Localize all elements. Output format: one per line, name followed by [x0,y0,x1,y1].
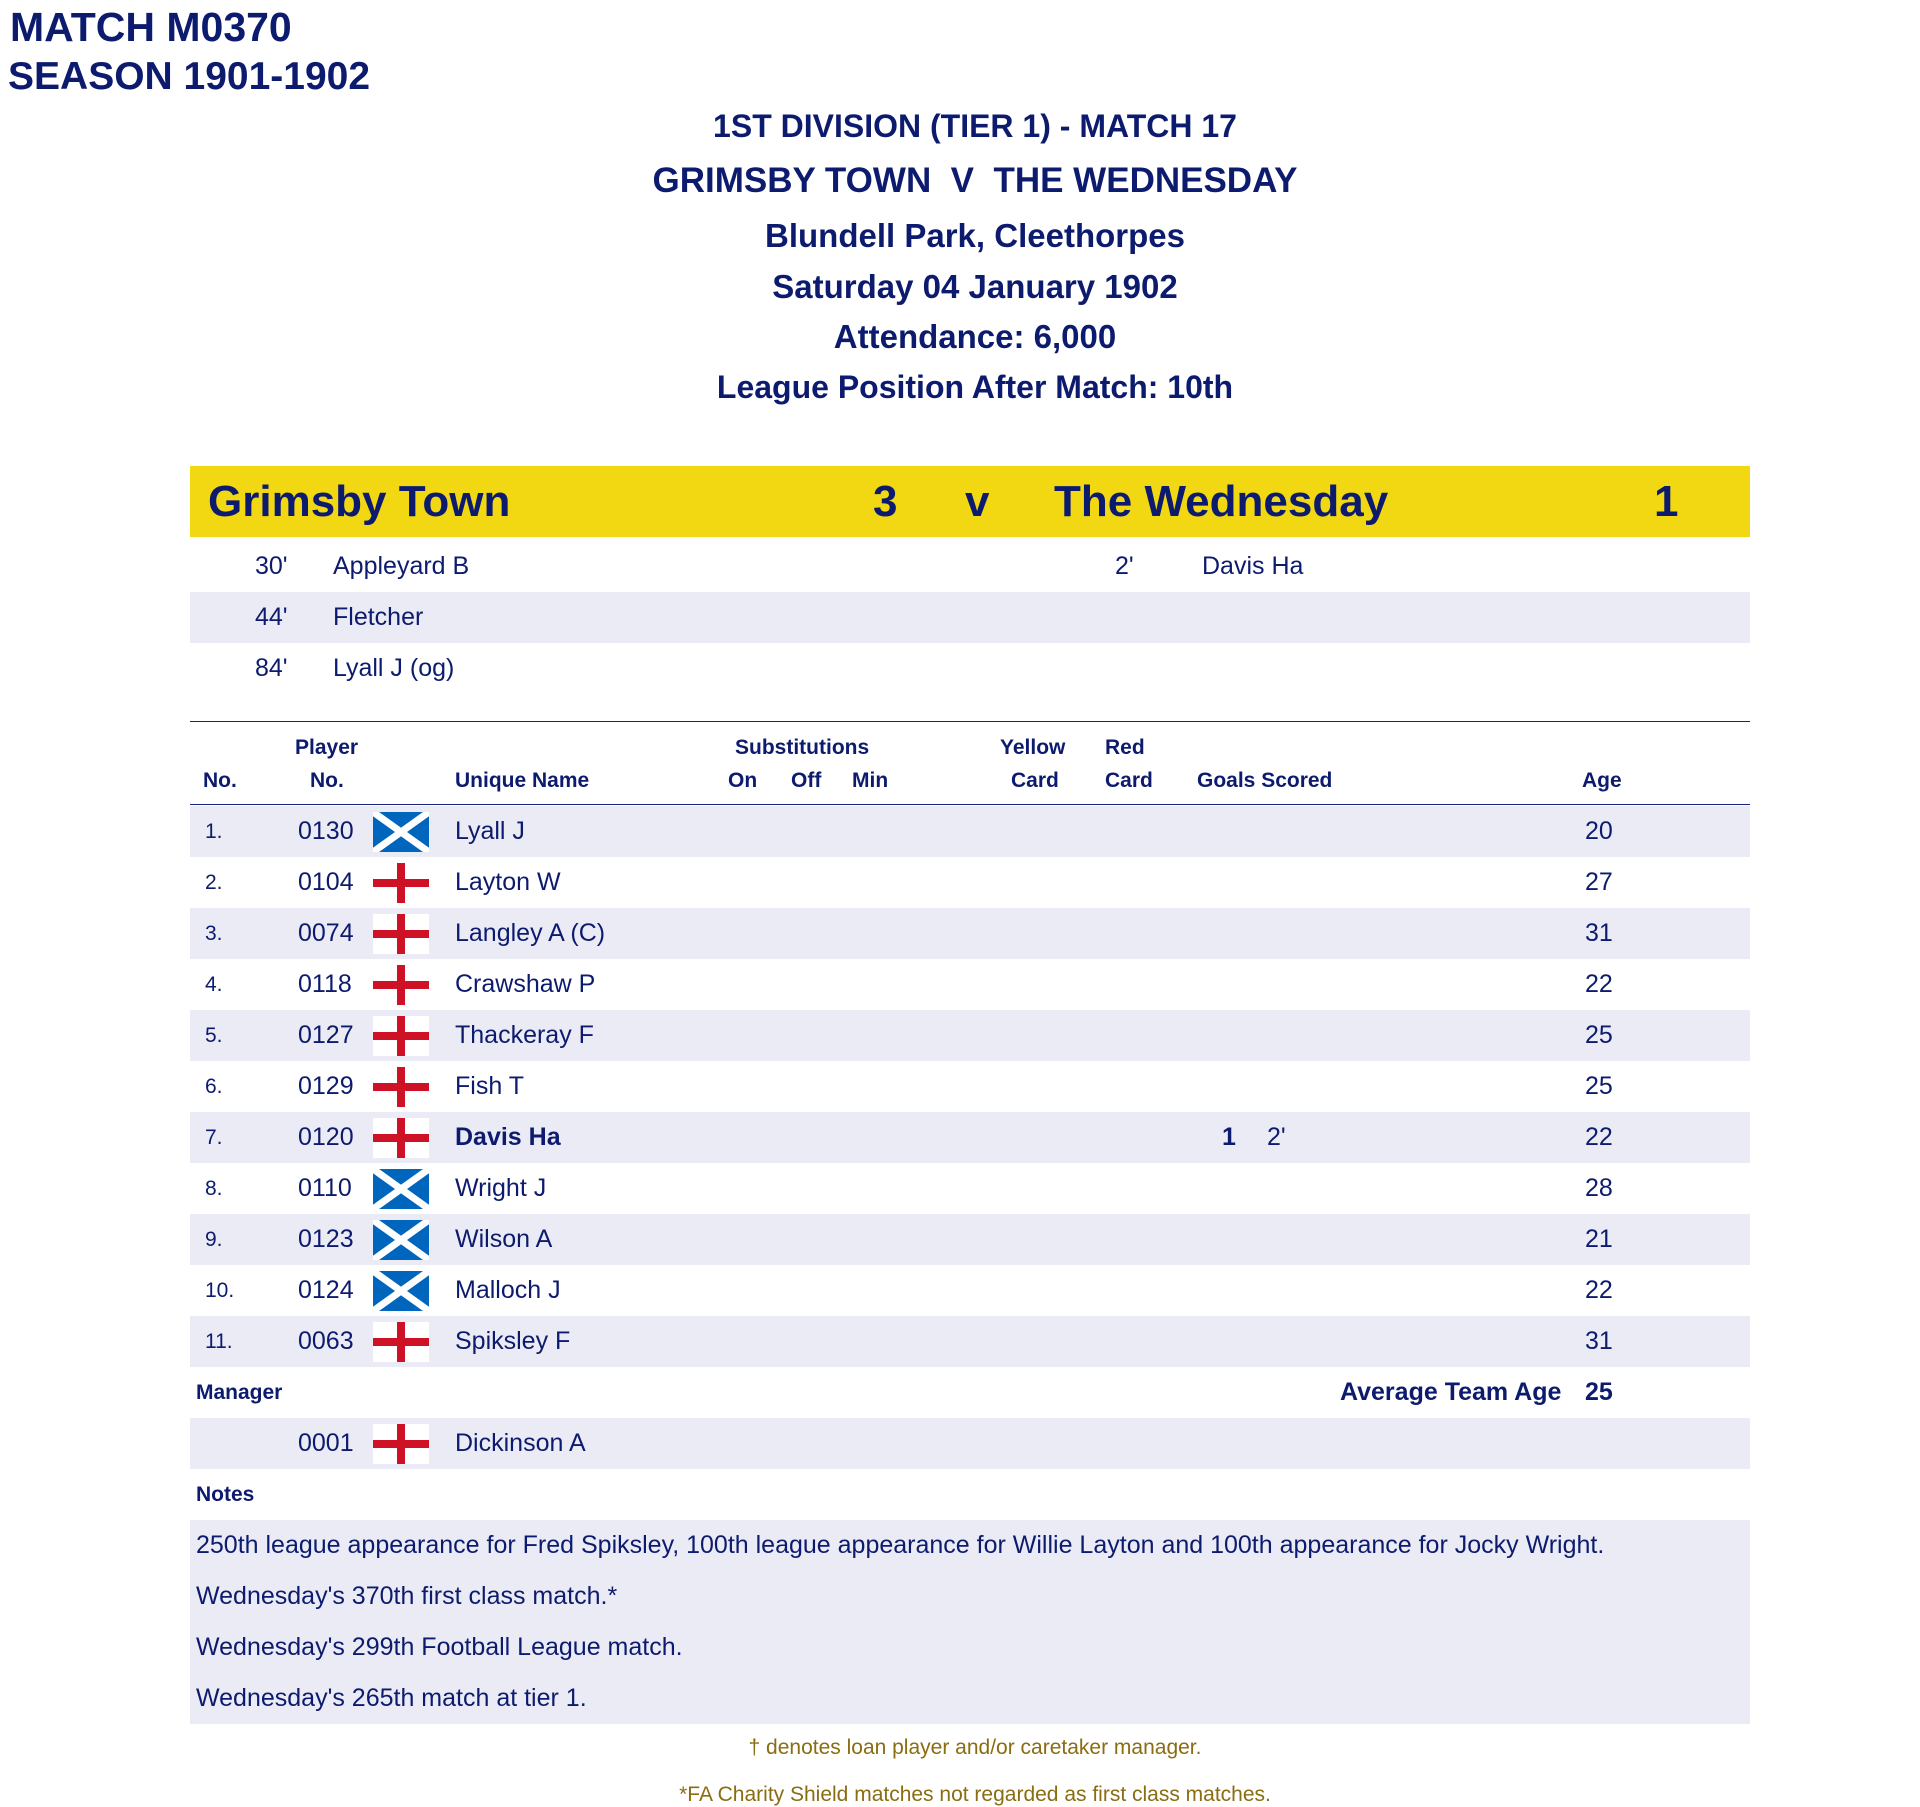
col-yellow-bottom: Card [1011,769,1059,792]
player-age: 25 [1585,1021,1613,1049]
row-number: 2. [205,871,223,894]
row-number: 10. [205,1279,235,1302]
note-item [190,1520,1750,1571]
player-row [190,1316,1750,1367]
row-number: 8. [205,1177,223,1200]
player-number: 0074 [298,919,354,947]
col-yellow-top: Yellow [1000,736,1066,759]
venue: Blundell Park, Cleethorpes [765,217,1185,254]
col-unique-name: Unique Name [455,769,590,792]
col-on: On [728,769,758,792]
player-number: 0129 [298,1072,354,1100]
home-goal-scorer: Lyall J (og) [333,654,455,682]
away-score: 1 [1654,477,1679,526]
note-item [190,1622,1750,1673]
player-number: 0063 [298,1327,354,1355]
note-text: 250th league appearance for Fred Spiksley, 100th league appearance for Willie Layton and 100th appearance for Jocky Wright. [196,1531,1605,1559]
player-age: 31 [1585,919,1613,947]
england-flag-icon [373,1067,429,1107]
player-name: Spiksley F [455,1327,571,1355]
player-name: Thackeray F [455,1021,594,1049]
home-goal-minute: 44' [255,603,288,631]
home-team: Grimsby Town [208,477,511,526]
player-row [190,857,1750,908]
player-age: 27 [1585,868,1613,896]
player-row [190,908,1750,959]
col-red-top: Red [1105,736,1145,759]
competition: 1ST DIVISION (TIER 1) - MATCH 17 [713,108,1237,144]
season: SEASON 1901-1902 [8,55,371,98]
note-item [190,1673,1750,1724]
player-row [190,1010,1750,1061]
row-number: 6. [205,1075,223,1098]
player-row [190,1061,1750,1112]
note-item [190,1571,1750,1622]
player-name: Langley A (C) [455,919,606,947]
scotland-flag-icon [373,1220,429,1260]
average-age-label: Average Team Age [1340,1378,1562,1406]
player-number: 0127 [298,1021,354,1049]
england-flag-icon [373,1424,429,1464]
england-flag-icon [373,1118,429,1158]
away-team: The Wednesday [1054,477,1389,526]
player-name: Fish T [455,1072,524,1100]
row-number: 1. [205,820,223,843]
manager-name: Dickinson A [455,1429,586,1457]
goal-row [190,592,1750,643]
score-bar [190,466,1750,537]
player-row [190,1265,1750,1316]
divider [190,804,1750,805]
player-name: Layton W [455,868,561,896]
player-row [190,1163,1750,1214]
divider [190,721,1750,722]
england-flag-icon [373,965,429,1005]
col-no: No. [203,769,237,792]
note-text: Wednesday's 265th match at tier 1. [196,1684,587,1712]
england-flag-icon [373,1322,429,1362]
match-id: MATCH M0370 [10,4,292,50]
col-off: Off [791,769,822,792]
player-name: Crawshaw P [455,970,596,998]
player-age: 20 [1585,817,1613,845]
scotland-flag-icon [373,812,429,852]
col-goals-scored: Goals Scored [1197,769,1333,792]
versus: v [965,477,990,526]
player-name: Wilson A [455,1225,553,1253]
player-name: Davis Ha [455,1123,561,1151]
home-score: 3 [873,477,898,526]
player-number: 0124 [298,1276,354,1304]
manager-label: Manager [196,1381,283,1404]
goal-minute: 2' [1267,1123,1286,1151]
player-row [190,959,1750,1010]
player-number: 0110 [298,1174,352,1202]
row-number: 11. [205,1330,233,1353]
match-date: Saturday 04 January 1902 [772,268,1178,305]
player-row [190,1214,1750,1265]
col-player-bottom: No. [310,769,344,792]
player-number: 0123 [298,1225,354,1253]
player-name: Lyall J [455,817,525,845]
player-age: 22 [1585,1276,1613,1304]
row-number: 9. [205,1228,223,1251]
charity-footnote: *FA Charity Shield matches not regarded as first class matches. [679,1783,1271,1806]
row-number: 5. [205,1024,223,1047]
manager-number: 0001 [298,1429,354,1457]
player-name: Wright J [455,1174,547,1202]
player-name: Malloch J [455,1276,561,1304]
england-flag-icon [373,863,429,903]
player-age: 25 [1585,1072,1613,1100]
home-goal-minute: 84' [255,654,288,682]
away-goal-minute: 2' [1115,552,1134,580]
col-player-top: Player [295,736,359,759]
away-goal-scorer: Davis Ha [1202,552,1304,580]
player-age: 22 [1585,970,1613,998]
england-flag-icon [373,914,429,954]
row-number: 7. [205,1126,223,1149]
scotland-flag-icon [373,1271,429,1311]
player-row [190,1112,1750,1163]
home-goal-scorer: Appleyard B [333,552,470,580]
player-age: 28 [1585,1174,1613,1202]
home-goal-minute: 30' [255,552,288,580]
england-flag-icon [373,1016,429,1056]
row-number: 3. [205,922,223,945]
average-age-value: 25 [1585,1378,1613,1406]
col-age: Age [1582,769,1622,792]
goals-count: 1 [1222,1123,1236,1151]
player-number: 0130 [298,817,354,845]
player-age: 22 [1585,1123,1613,1151]
fixture-title: GRIMSBY TOWN V THE WEDNESDAY [652,161,1298,200]
manager-row [190,1418,1750,1469]
note-text: Wednesday's 370th first class match.* [196,1582,618,1610]
goal-row [190,643,1750,694]
player-number: 0120 [298,1123,354,1151]
notes-label: Notes [196,1483,255,1506]
player-number: 0118 [298,970,352,998]
player-age: 21 [1585,1225,1613,1253]
loan-footnote: † denotes loan player and/or caretaker manager. [748,1736,1202,1759]
home-goal-scorer: Fletcher [333,603,424,631]
col-min: Min [852,769,889,792]
goal-row [190,541,1750,592]
row-number: 4. [205,973,223,996]
player-age: 31 [1585,1327,1613,1355]
league-position: League Position After Match: 10th [716,369,1234,405]
scotland-flag-icon [373,1169,429,1209]
player-number: 0104 [298,868,354,896]
note-text: Wednesday's 299th Football League match. [196,1633,683,1661]
col-red-bottom: Card [1105,769,1153,792]
player-row [190,806,1750,857]
attendance: Attendance: 6,000 [833,318,1117,355]
col-substitutions: Substitutions [735,736,870,759]
